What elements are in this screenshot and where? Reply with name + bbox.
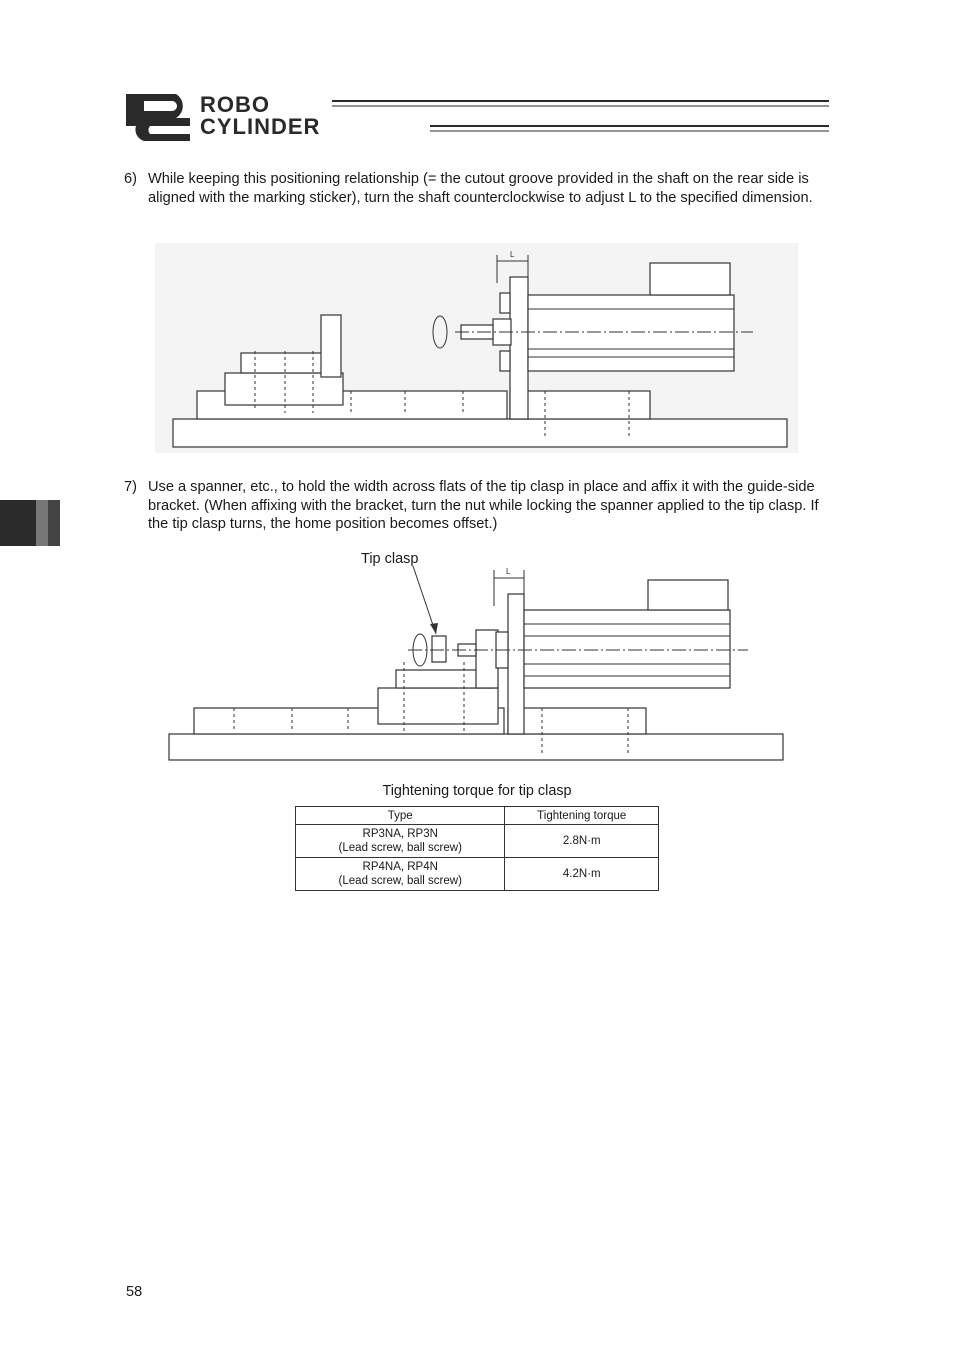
rc-mark: [126, 94, 190, 141]
chapter-tab: [0, 500, 60, 546]
table-caption: Tightening torque for tip clasp: [382, 783, 572, 799]
actuator-bracket: [508, 594, 524, 734]
tip-clasp-label: Tip clasp: [361, 551, 419, 567]
page-number: 58: [126, 1284, 143, 1300]
guide-bracket: [321, 315, 341, 377]
slider-block: [225, 373, 343, 405]
dimension-l-label: L: [510, 250, 515, 259]
step-7: [124, 478, 829, 534]
row-type-line1: RP3NA, RP3N: [362, 828, 438, 840]
row-type: [296, 825, 505, 858]
motor-cover: [648, 580, 728, 610]
step-6: [124, 170, 829, 207]
torque-table: [295, 806, 659, 891]
tip-clasp: [432, 636, 446, 662]
step-7-text: Use a spanner, etc., to hold the width across flats of the tip clasp in place and affix it with the guide-side bracket. (When affixing with the bracket, turn the nut while locking the spanner applied to the tip clasp. If the tip clasp turns, the home position becomes offset.): [148, 479, 819, 532]
row-torque: 4.2N·m: [505, 858, 659, 891]
logo-robo: ROBO: [200, 92, 270, 117]
step-7-number: 7): [124, 479, 137, 495]
figure-tip-clasp: [168, 566, 786, 764]
table-header-row: [296, 807, 659, 825]
actuator-bracket: [510, 277, 528, 419]
table-row: [296, 858, 659, 891]
base-plate: [169, 734, 783, 760]
step-6-text: While keeping this positioning relationship (= the cutout groove provided in the shaft on the rear side is aligned with the marking sticker), turn the shaft counterclockwise to adjust L to the specified dimension.: [148, 171, 813, 206]
robo-cylinder-logo: [124, 92, 829, 142]
step-6-number: 6): [124, 171, 137, 187]
row-type-line2: (Lead screw, ball screw): [338, 875, 462, 887]
row-torque: 2.8N·m: [505, 825, 659, 858]
figure-shaft-adjust: [155, 243, 798, 453]
row-type: [296, 858, 505, 891]
table-row: [296, 825, 659, 858]
actuator-body: [528, 295, 734, 371]
header-torque: Tightening torque: [505, 807, 659, 825]
base-plate: [173, 419, 787, 447]
header-type: Type: [296, 807, 505, 825]
guide-bracket: [476, 630, 498, 688]
header-rules: [332, 101, 829, 131]
slider-block: [378, 688, 498, 724]
row-type-line1: RP4NA, RP4N: [362, 861, 438, 873]
dimension-l-label: L: [506, 567, 511, 576]
logo-cylinder: CYLINDER: [200, 114, 321, 139]
motor-cover: [650, 263, 730, 295]
row-type-line2: (Lead screw, ball screw): [338, 842, 462, 854]
